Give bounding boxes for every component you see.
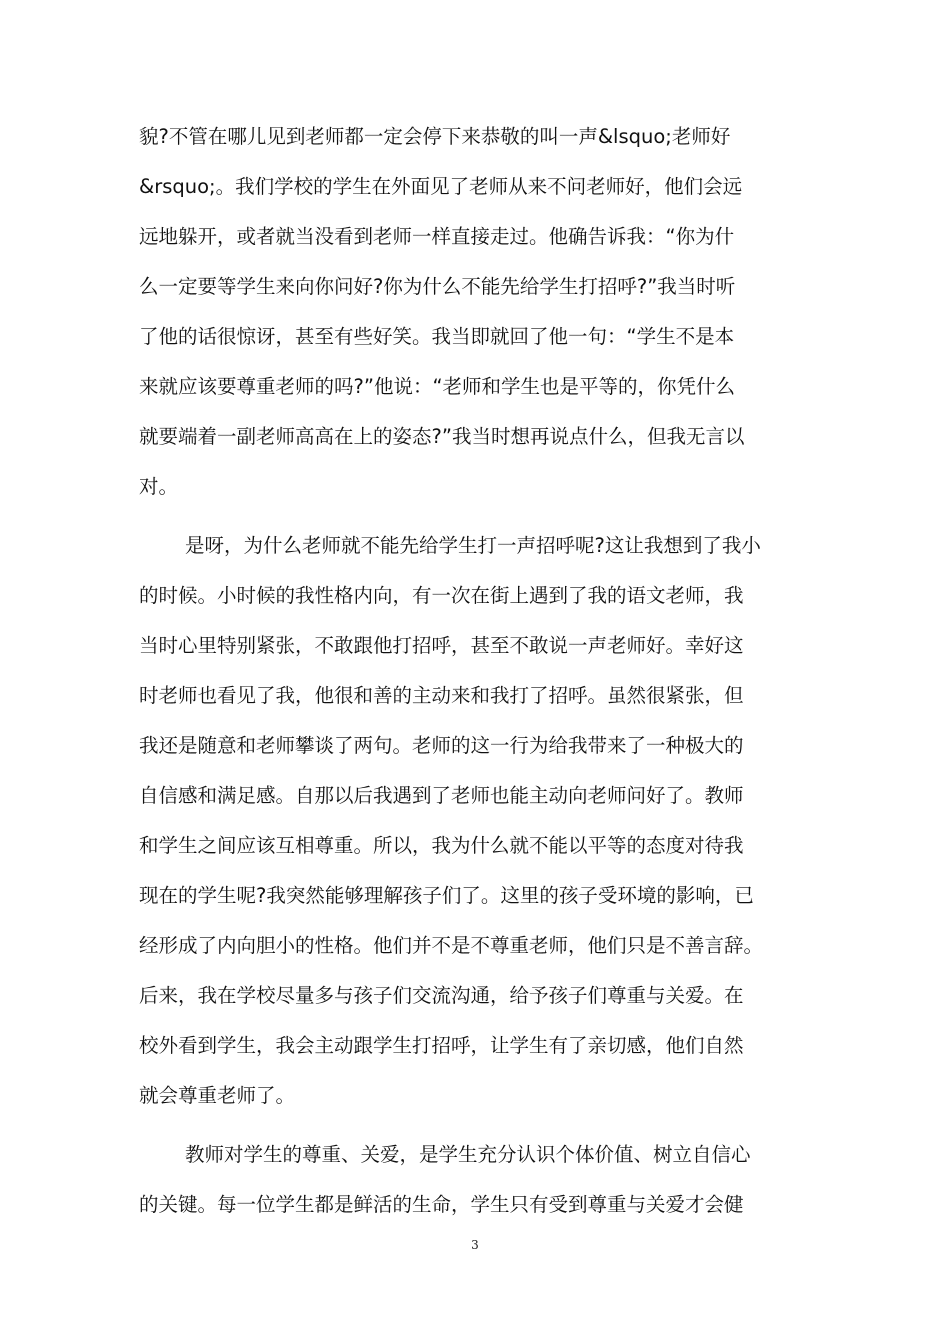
paragraph-2-line-11: 校外看到学生，我会主动跟学生打招呼，让学生有了亲切感，他们自然 xyxy=(139,1034,744,1057)
paragraph-1-line-7: 就要端着一副老师高高在上的姿态?”我当时想再说点什么，但我无言以 xyxy=(139,425,745,448)
paragraph-2-line-10: 后来，我在学校尽量多与孩子们交流沟通，给予孩子们尊重与关爱。在 xyxy=(139,984,744,1007)
paragraph-1-line-1: 貌?不管在哪儿见到老师都一定会停下来恭敬的叫一声&lsquo;老师好 xyxy=(139,125,731,148)
body-text xyxy=(139,112,839,1230)
paragraph-2-line-7: 和学生之间应该互相尊重。所以，我为什么就不能以平等的态度对待我 xyxy=(139,834,744,857)
paragraph-3-line-1: 教师对学生的尊重、关爱，是学生充分认识个体价值、树立自信心 xyxy=(185,1143,751,1166)
paragraph-1-line-5: 了他的话很惊讶，甚至有些好笑。我当即就回了他一句：“学生不是本 xyxy=(139,325,735,348)
paragraph-2-line-6: 自信感和满足感。自那以后我遇到了老师也能主动向老师问好了。教师 xyxy=(139,784,744,807)
paragraph-2-line-9: 经形成了内向胆小的性格。他们并不是不尊重老师，他们只是不善言辞。 xyxy=(139,934,764,957)
paragraph-1-line-2: &rsquo;。我们学校的学生在外面见了老师从来不问老师好，他们会远 xyxy=(139,175,743,198)
paragraph-1-line-6: 来就应该要尊重老师的吗?”他说：“老师和学生也是平等的，你凭什么 xyxy=(139,375,736,398)
paragraph-1-line-3: 远地躲开，或者就当没看到老师一样直接走过。他确告诉我：“你为什 xyxy=(139,225,735,248)
paragraph-2-line-4: 时老师也看见了我，他很和善的主动来和我打了招呼。虽然很紧张，但 xyxy=(139,684,744,707)
paragraph-2-line-8: 现在的学生呢?我突然能够理解孩子们了。这里的孩子受环境的影响，已 xyxy=(139,884,754,907)
page-number: 3 xyxy=(471,1238,479,1252)
paragraph-2-line-1: 是呀，为什么老师就不能先给学生打一声招呼呢?这让我想到了我小 xyxy=(185,534,761,557)
paragraph-2-line-12: 就会尊重老师了。 xyxy=(139,1084,296,1107)
paragraph-2-line-3: 当时心里特别紧张，不敢跟他打招呼，甚至不敢说一声老师好。幸好这 xyxy=(139,634,744,657)
paragraph-2-line-5: 我还是随意和老师攀谈了两句。老师的这一行为给我带来了一种极大的 xyxy=(139,734,744,757)
paragraph-1-line-4: 么一定要等学生来向你问好?你为什么不能先给学生打招呼?”我当时听 xyxy=(139,275,736,298)
paragraph-2-line-2: 的时候。小时候的我性格内向，有一次在街上遇到了我的语文老师，我 xyxy=(139,584,744,607)
paragraph-3-line-2: 的关键。每一位学生都是鲜活的生命，学生只有受到尊重与关爱才会健 xyxy=(139,1193,744,1216)
paragraph-1-line-8: 对。 xyxy=(139,475,179,498)
